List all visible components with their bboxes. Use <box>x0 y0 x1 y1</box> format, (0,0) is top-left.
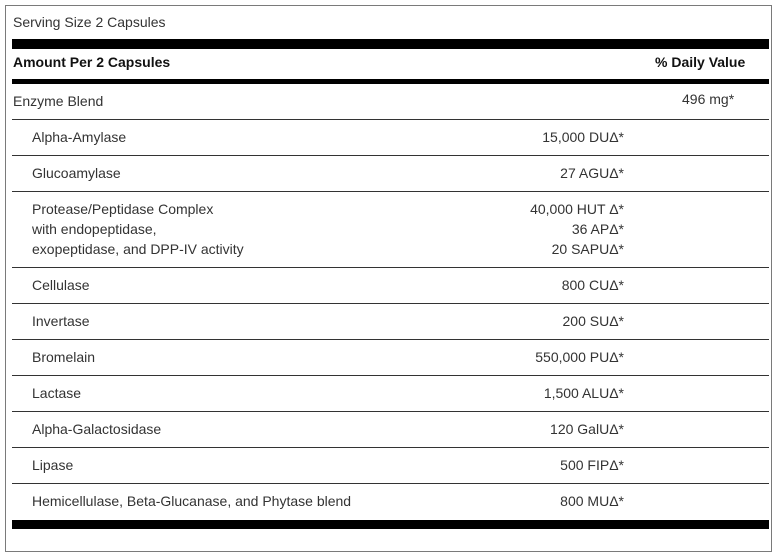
enzyme-blend-row <box>12 84 769 119</box>
ingredient-name: Invertase <box>32 313 90 329</box>
ingredient-row <box>12 155 769 191</box>
thick-divider-top <box>12 39 769 49</box>
ingredient-name-line: exopeptidase, and DPP-IV activity <box>32 241 244 257</box>
ingredient-row <box>12 411 769 447</box>
blend-amount: 496 mg* <box>682 91 735 107</box>
ingredient-amount: 1,500 ALUΔ* <box>543 385 624 401</box>
ingredient-row <box>12 339 769 375</box>
ingredient-amount <box>530 199 624 259</box>
ingredient-name: Glucoamylase <box>32 165 121 181</box>
ingredient-name-line: with endopeptidase, <box>32 221 157 237</box>
ingredient-row <box>12 303 769 339</box>
ingredient-amount: 200 SUΔ* <box>562 313 624 329</box>
ingredient-row <box>12 119 769 155</box>
ingredient-name: Alpha-Galactosidase <box>32 421 162 437</box>
ingredient-amount: 500 FIPΔ* <box>560 457 624 473</box>
ingredient-name <box>32 199 244 259</box>
ingredient-amount: 550,000 PUΔ* <box>535 349 624 365</box>
supplement-facts-panel <box>5 5 772 552</box>
ingredient-amount-line: 20 SAPUΔ* <box>551 241 624 257</box>
ingredient-amount: 15,000 DUΔ* <box>542 129 624 145</box>
serving-size: Serving Size 2 Capsules <box>13 14 166 30</box>
ingredient-amount-line: 36 APΔ* <box>571 221 624 237</box>
ingredient-amount: 800 CUΔ* <box>561 277 624 293</box>
ingredient-amount: 120 GalUΔ* <box>550 421 624 437</box>
daily-value-header: % Daily Value <box>655 54 746 70</box>
ingredient-amount: 800 MUΔ* <box>560 493 624 509</box>
ingredient-amount: 27 AGUΔ* <box>560 165 624 181</box>
ingredient-name: Bromelain <box>32 349 96 365</box>
ingredient-name: Alpha-Amylase <box>32 129 127 145</box>
ingredient-row <box>12 447 769 483</box>
ingredient-amount-line: 40,000 HUT Δ* <box>530 201 624 217</box>
thick-divider-bottom <box>12 520 769 529</box>
ingredient-row <box>12 267 769 303</box>
ingredient-name: Hemicellulase, Beta-Glucanase, and Phytase blend <box>32 493 352 509</box>
ingredient-name: Lipase <box>32 457 74 473</box>
ingredient-name: Cellulase <box>32 277 90 293</box>
ingredient-row <box>12 375 769 411</box>
ingredient-name: Lactase <box>32 385 82 401</box>
ingredient-row <box>12 483 769 520</box>
amount-per-serving-header: Amount Per 2 Capsules <box>13 54 171 70</box>
blend-name: Enzyme Blend <box>13 93 104 109</box>
ingredient-row <box>12 191 769 267</box>
ingredient-name-line: Protease/Peptidase Complex <box>32 201 214 217</box>
